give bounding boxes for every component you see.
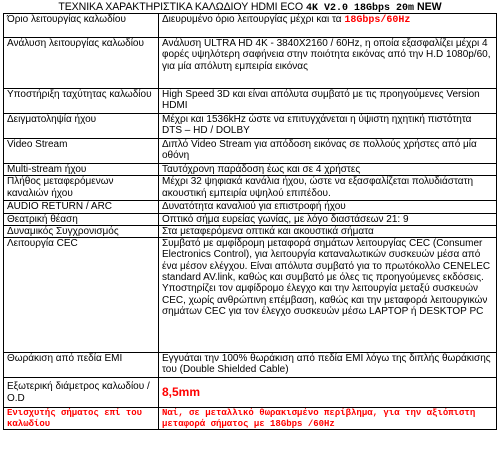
title-new-badge: NEW <box>416 1 442 13</box>
table-row <box>4 378 497 408</box>
row-value: Ταυτόχρονη παράδοση έως και σε 4 χρήστες <box>159 164 497 176</box>
row-label: Δειγματοληψία ήχου <box>4 114 159 139</box>
row-value: Στα μεταφερόμενα οπτικά και ακουστικά σήματα <box>159 225 497 237</box>
row-label: Πλήθος μεταφερόμενων καναλιών ήχου <box>4 176 159 201</box>
row-value: Οπτικό σήμα ευρείας γωνίας, με λόγο διαστάσεων 21: 9 <box>159 213 497 225</box>
row-label: Multi-stream ήχου <box>4 164 159 176</box>
table-row <box>4 225 497 237</box>
highlight-value: 18Gbps/60Hz <box>344 15 411 26</box>
table-row <box>4 164 497 176</box>
row-value <box>159 14 497 38</box>
row-label: Ανάλυση λειτουργίας καλωδίου <box>4 38 159 89</box>
row-value: Ανάλυση ULTRA HD 4K - 3840X2160 / 60Hz, η οποία εξασφαλίζει μέχρι 4 φορές υψηλότερη σαφήνεια στην ποιότητα εικόνας από την H.D 1080p/60, για μία απόλυτη εμπειρία εικόνας <box>159 38 497 89</box>
table-row <box>4 353 497 378</box>
row-label: Υποστήριξη ταχύτητας καλωδίου <box>4 89 159 114</box>
table-row <box>4 238 497 353</box>
table-row <box>4 201 497 213</box>
row-value: Δυνατότητα καναλιού για επιστροφή ήχου <box>159 201 497 213</box>
table-row <box>4 139 497 164</box>
row-label: Όριο λειτουργίας καλωδίου <box>4 14 159 38</box>
row-label: Εξωτερική διάμετρος καλωδίου / O.D <box>4 378 159 408</box>
table-row <box>4 408 497 430</box>
row-label: Video Stream <box>4 139 159 164</box>
row-label: Λειτουργία CEC <box>4 238 159 353</box>
title-version: 4K V2.0 18Gbps 20m <box>305 3 414 14</box>
row-value: 8,5mm <box>159 378 497 408</box>
table-row <box>4 213 497 225</box>
table-row <box>4 38 497 89</box>
row-label: Θωράκιση από πεδία EMI <box>4 353 159 378</box>
row-label: Δυναμικός Συγχρονισμός <box>4 225 159 237</box>
row-label: AUDIO RETURN / ARC <box>4 201 159 213</box>
row-value: High Speed 3D και είναι απόλυτα συμβατό με τις προηγούμενες Version HDMI <box>159 89 497 114</box>
table-row <box>4 176 497 201</box>
table-row <box>4 14 497 38</box>
row-value: Μέχρι και 1536kHz ώστε να επιτυγχάνεται η ύψιστη ηχητική πιστότητα DTS – HD / DOLBY <box>159 114 497 139</box>
row-value: Συμβατό με αμφίδρομη μεταφορά σημάτων λειτουργίας CEC (Consumer Electronics Control), για λειτουργία καταναλωτικών συσκευών μέσα από ένα μέσον ελέγχου. Είναι απόλυτα συμβατό για το πρωτόκολλο CENELEC standard AV.link, καθώς και συμβατό με όλες τις προηγούμενες εκδόσεις. Υποστηρίζει τον αμφίδρομο έλεγχο και την λειτουργία μεταξύ συσκευών CEC, χωρίς ανθρώπινη επέμβαση, καθώς και την μεταφορά λειτουργικών σημάτων CEC για τον έλεγχο συσκευών μέσω LAPTOP ή DESKTOP PC <box>159 238 497 353</box>
spec-table <box>3 13 497 430</box>
row-value: Εγγυάται την 100% θωράκιση από πεδία EMI λόγω της διπλής θωράκισης του (Double Shielded Cable) <box>159 353 497 378</box>
row-value: Διπλό Video Stream για απόδοση εικόνας σε πολλούς χρήστες από μία οθόνη <box>159 139 497 164</box>
row-label: Θεατρική θέαση <box>4 213 159 225</box>
row-value: Μέχρι 32 ψηφιακά κανάλια ήχου, ώστε να εξασφαλίζεται πολυδιάστατη ακουστική εμπειρία υψηλού επιπέδου. <box>159 176 497 201</box>
row-value: Ναί, σε μεταλλικό θωρακισμένο περίβλημα, για την αξιόπιστη μεταφορά σήματος με 18Gbps /60Hz <box>159 408 497 430</box>
table-row <box>4 114 497 139</box>
row-value-text: Διευρυμένο όριο λειτουργίας μέχρι και τα <box>162 14 345 25</box>
row-label: Ενισχυτής σήματος επί του καλωδίου <box>4 408 159 430</box>
table-row <box>4 89 497 114</box>
title-main: ΤΕΧΝΙΚΑ ΧΑΡΑΚΤΗΡΙΣΤΙΚΑ ΚΑΛΩΔΙΟΥ HDMI ECO <box>58 1 303 13</box>
